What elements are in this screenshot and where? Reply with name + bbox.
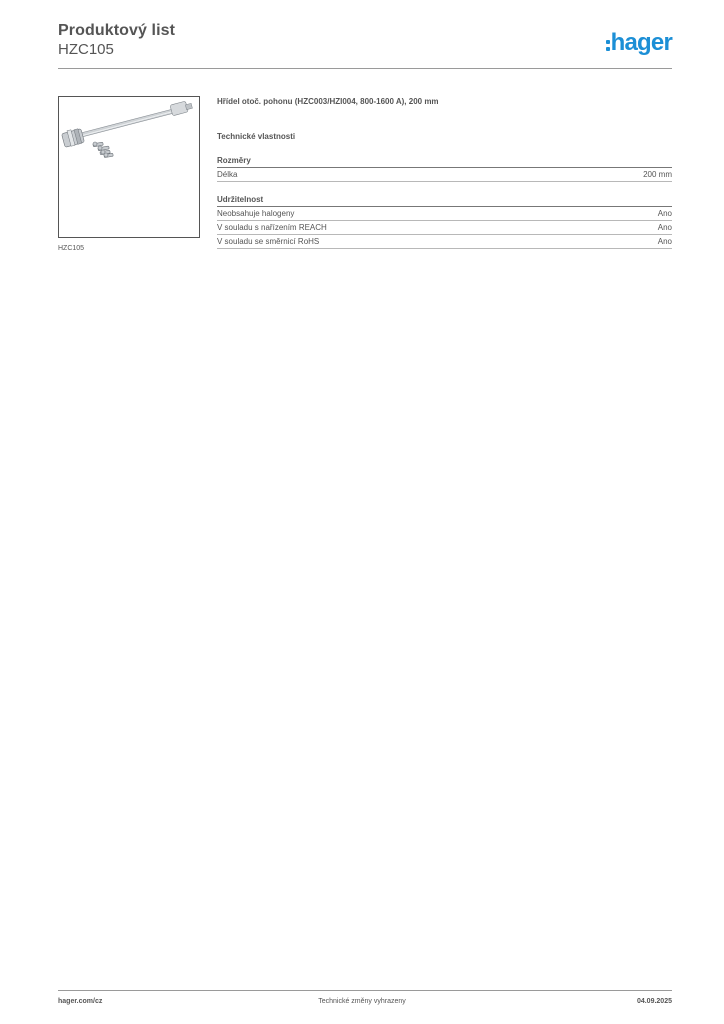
property-value: Ano [657, 223, 672, 232]
sustainability-group [217, 194, 672, 249]
technical-properties-heading: Technické vlastnosti [217, 132, 296, 141]
group-title: Udržitelnost [217, 194, 672, 207]
property-label: V souladu s nařízením REACH [217, 223, 327, 232]
property-row [217, 235, 672, 249]
footer-divider [58, 990, 672, 991]
logo-colon-icon [606, 40, 610, 51]
page-header [58, 20, 672, 70]
shaft-product-illustration [59, 97, 199, 237]
footer-notice: Technické změny vyhrazeny [318, 998, 406, 1005]
product-image [58, 96, 200, 238]
group-title: Rozměry [217, 155, 672, 168]
property-label: V souladu se směrnicí RoHS [217, 237, 320, 246]
property-row [217, 221, 672, 235]
dimensions-group [217, 155, 672, 182]
product-code: HZC105 [58, 41, 114, 58]
property-value: 200 mm [643, 170, 672, 179]
hager-logo [606, 29, 672, 57]
property-label: Délka [217, 170, 238, 179]
header-divider [58, 68, 672, 69]
footer-website-link[interactable]: hager.com/cz [58, 998, 103, 1005]
property-value: Ano [657, 209, 672, 218]
product-description: Hřídel otoč. pohonu (HZC003/HZI004, 800-1600 A), 200 mm [217, 97, 439, 106]
property-row [217, 207, 672, 221]
property-value: Ano [657, 237, 672, 246]
image-caption: HZC105 [58, 245, 85, 252]
property-row [217, 168, 672, 182]
footer-date: 04.09.2025 [636, 998, 672, 1005]
property-label: Neobsahuje halogeny [217, 209, 295, 218]
page-title: Produktový list [58, 22, 176, 39]
logo-text: hager [610, 29, 672, 56]
product-details [217, 96, 672, 249]
